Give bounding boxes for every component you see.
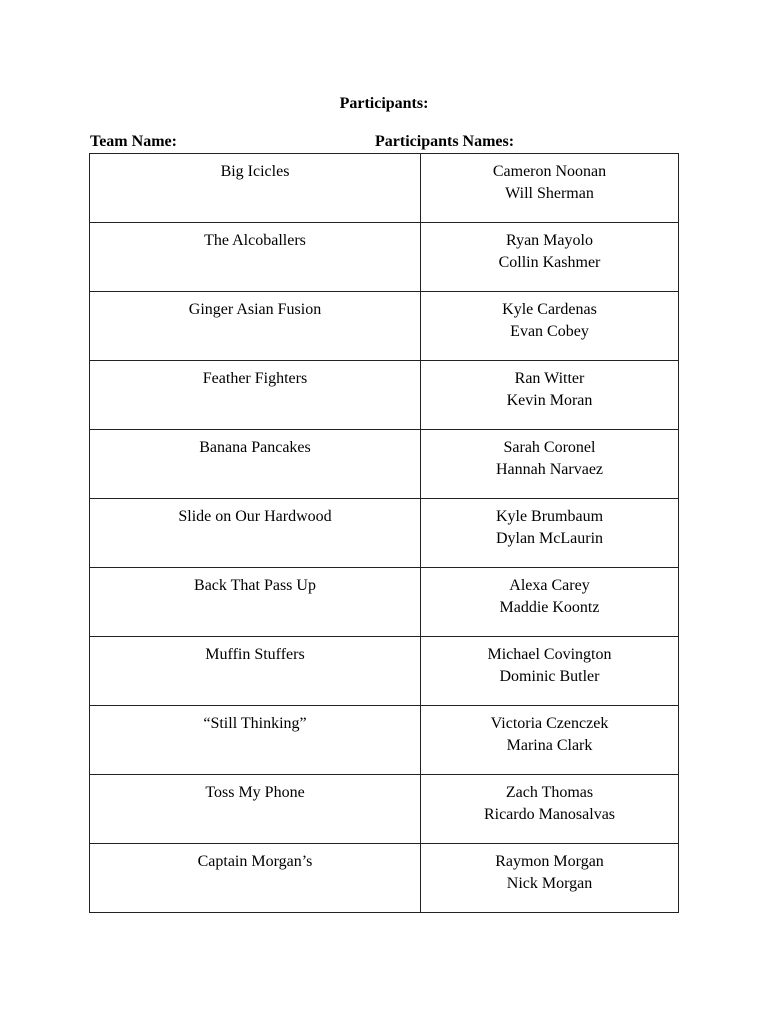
team-name-cell: Captain Morgan’s	[90, 844, 421, 913]
participants-cell	[421, 292, 679, 361]
team-name-cell: Banana Pancakes	[90, 430, 421, 499]
participant-name: Marina Clark	[506, 736, 593, 754]
participant-name: Cameron Noonan	[492, 163, 607, 180]
participant-name: Collin Kashmer	[498, 253, 601, 271]
participant-name: Kevin Moran	[506, 391, 593, 409]
participant-name: Dominic Butler	[499, 667, 600, 685]
team-name-cell: Back That Pass Up	[90, 568, 421, 637]
participant-name: Evan Cobey	[510, 322, 589, 340]
table-row	[90, 430, 679, 499]
team-name-cell: The Alcoballers	[90, 223, 421, 292]
participant-name: Ricardo Manosalvas	[483, 805, 616, 823]
participant-name: Ryan Mayolo	[506, 232, 593, 249]
participant-name: Raymon Morgan	[495, 853, 604, 870]
team-name-cell: “Still Thinking”	[90, 706, 421, 775]
table-row	[90, 292, 679, 361]
table-row	[90, 706, 679, 775]
participants-cell	[421, 499, 679, 568]
participant-name: Hannah Narvaez	[495, 460, 604, 478]
participants-table	[89, 153, 679, 913]
participant-name: Maddie Koontz	[499, 598, 600, 616]
participants-cell	[421, 775, 679, 844]
participant-name: Kyle Cardenas	[502, 301, 597, 318]
participant-name: Sarah Coronel	[503, 439, 596, 456]
table-row	[90, 637, 679, 706]
participants-names-header: Participants Names:	[375, 133, 515, 150]
page-title: Participants:	[339, 95, 429, 112]
participants-cell	[421, 154, 679, 223]
table-row	[90, 775, 679, 844]
participant-name: Kyle Brumbaum	[495, 508, 604, 525]
participant-name: Victoria Czenczek	[490, 715, 609, 732]
team-name-cell: Toss My Phone	[90, 775, 421, 844]
table-row	[90, 844, 679, 913]
team-name-cell: Feather Fighters	[90, 361, 421, 430]
participants-cell	[421, 706, 679, 775]
participants-cell	[421, 430, 679, 499]
team-name-cell: Ginger Asian Fusion	[90, 292, 421, 361]
participant-name: Nick Morgan	[506, 874, 593, 892]
participant-name: Zach Thomas	[505, 784, 594, 801]
table-row	[90, 223, 679, 292]
team-name-header: Team Name:	[90, 133, 177, 150]
participants-cell	[421, 568, 679, 637]
participants-cell	[421, 223, 679, 292]
team-name-cell: Slide on Our Hardwood	[90, 499, 421, 568]
participant-name: Dylan McLaurin	[495, 529, 604, 547]
participants-cell	[421, 844, 679, 913]
team-name-cell: Muffin Stuffers	[90, 637, 421, 706]
table-row	[90, 361, 679, 430]
participants-cell	[421, 361, 679, 430]
table-row	[90, 499, 679, 568]
participants-cell	[421, 637, 679, 706]
team-name-cell: Big Icicles	[90, 154, 421, 223]
participant-name: Alexa Carey	[509, 577, 590, 594]
table-row	[90, 568, 679, 637]
table-row	[90, 154, 679, 223]
participant-name: Michael Covington	[487, 646, 612, 663]
participant-name: Will Sherman	[505, 184, 594, 202]
column-headers	[90, 133, 678, 153]
participant-name: Ran Witter	[514, 370, 585, 387]
